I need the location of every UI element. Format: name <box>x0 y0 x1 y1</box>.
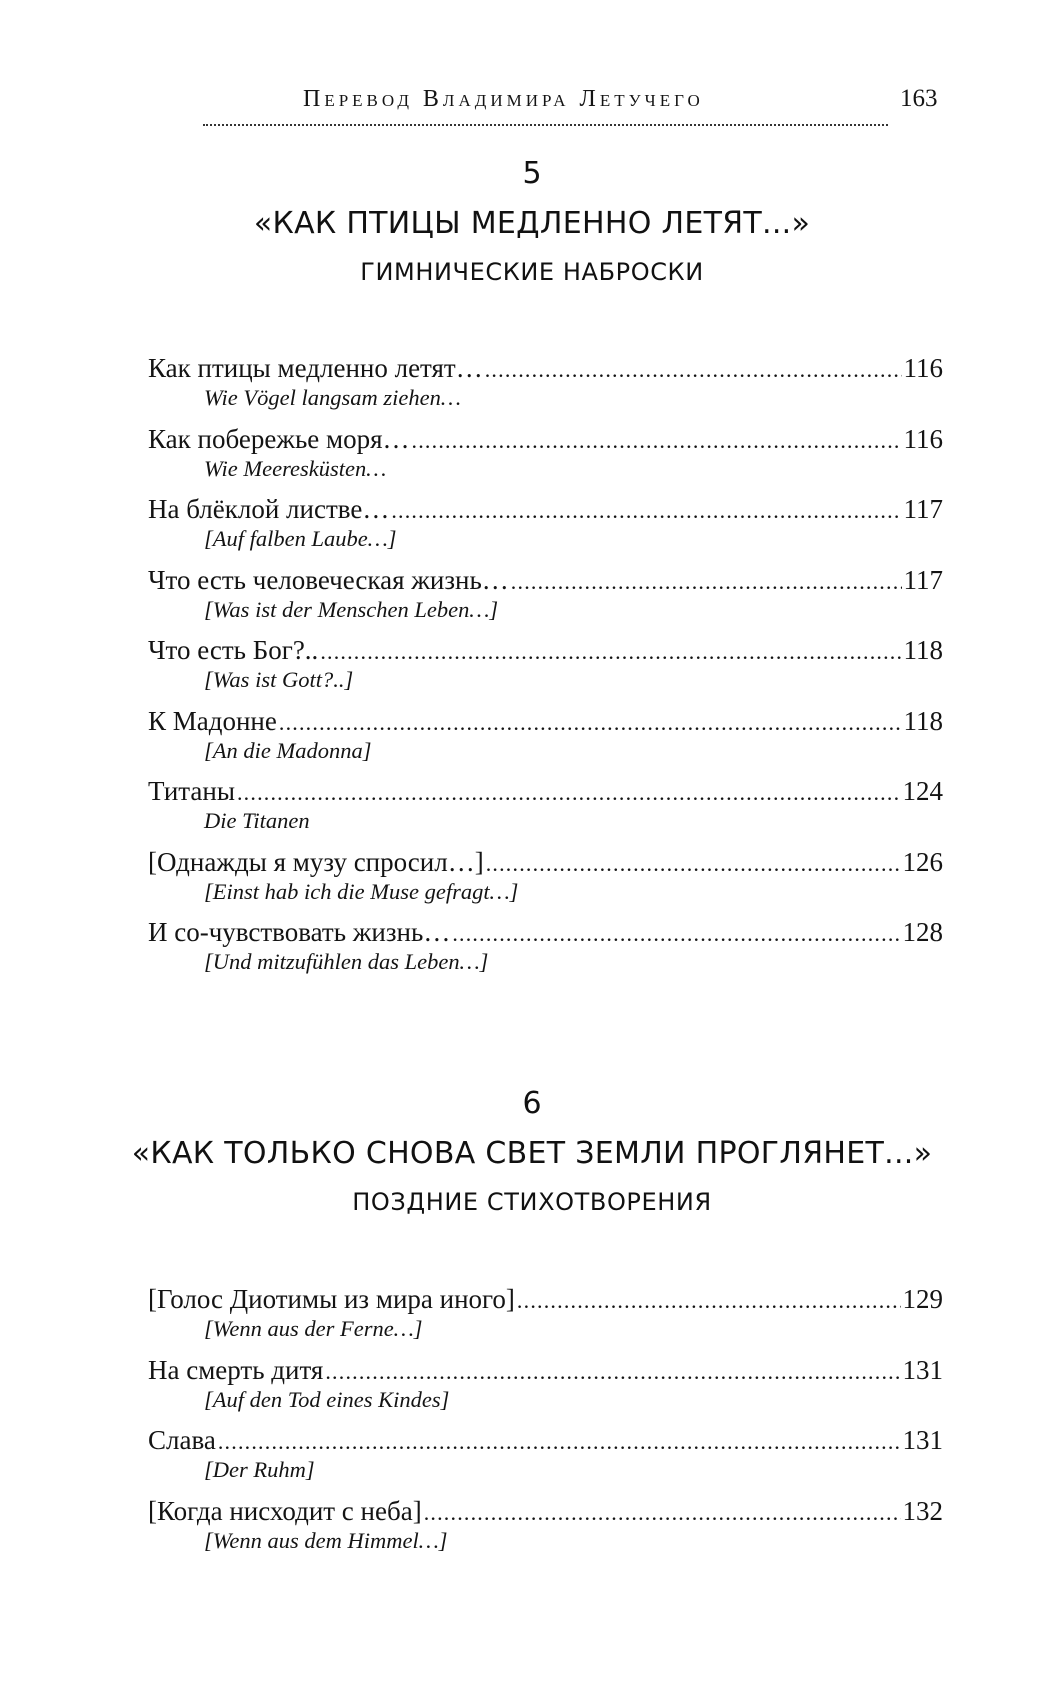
dot-leader <box>391 491 901 531</box>
toc-entry-original: [Einst hab ich die Muse gefragt…] <box>204 878 519 904</box>
dot-leader <box>279 703 902 743</box>
toc-entry-page: 117 <box>903 564 943 595</box>
toc-entry[interactable] <box>148 842 943 913</box>
toc-list <box>148 1279 943 1561</box>
toc-entry-original: Wie Meeresküsten… <box>204 455 387 481</box>
toc-entry-title: Что есть человеческая жизнь… <box>148 564 509 595</box>
toc-entry-page: 118 <box>903 705 943 736</box>
toc-entry-original: [Auf falben Laube…] <box>204 526 397 551</box>
toc-entry-original: [Was ist der Menschen Leben…] <box>204 596 499 622</box>
toc-entry-page: 132 <box>902 1495 943 1526</box>
toc-entry-page: 118 <box>903 635 943 665</box>
toc-entry[interactable] <box>148 630 943 701</box>
dot-leader <box>485 350 902 390</box>
toc-entry-page: 126 <box>902 846 943 877</box>
toc-entry-original: [Der Ruhm] <box>204 1457 315 1482</box>
section-subtitle: ПОЗДНИЕ СТИХОТВОРЕНИЯ <box>352 1188 712 1216</box>
toc-entry[interactable] <box>148 560 943 631</box>
section-subtitle: ГИМНИЧЕСКИЕ НАБРОСКИ <box>360 258 704 286</box>
section-title: «КАК ПТИЦЫ МЕДЛЕННО ЛЕТЯТ...» <box>253 206 811 241</box>
page-number: 163 <box>900 85 938 112</box>
toc-entry[interactable] <box>148 912 943 983</box>
toc-entry-page: 131 <box>902 1425 943 1455</box>
toc-entry[interactable] <box>148 419 943 490</box>
dotted-rule <box>203 124 888 126</box>
toc-entry-title: К Мадонне <box>148 705 277 736</box>
toc-entry-title: На блёклой листве… <box>148 494 390 524</box>
dot-leader <box>511 562 902 602</box>
toc-entry-original: [Und mitzufühlen das Leben…] <box>204 949 489 974</box>
dot-leader <box>218 1422 901 1462</box>
toc-entry[interactable] <box>148 771 943 842</box>
toc-entry-title: Что есть Бог?.. <box>148 635 319 665</box>
toc-entry[interactable] <box>148 489 943 560</box>
toc-entry-original: [Was ist Gott?..] <box>204 667 354 692</box>
toc-entry[interactable] <box>148 1350 943 1421</box>
toc-entry-page: 117 <box>903 494 943 524</box>
toc-entry-title: Как побережье моря… <box>148 423 410 454</box>
toc-entry-page: 116 <box>903 423 943 454</box>
toc-entry[interactable] <box>148 701 943 772</box>
toc-entry-page: 124 <box>902 776 943 806</box>
toc-entry-title: И со-чувствовать жизнь… <box>148 917 451 947</box>
toc-entry-original: [Wenn aus dem Himmel…] <box>204 1527 448 1553</box>
toc-entry-title: [Когда нисходит с неба] <box>148 1495 422 1526</box>
section-header <box>0 154 1064 290</box>
toc-entry-original: [Wenn aus der Ferne…] <box>204 1316 423 1341</box>
dot-leader <box>237 773 901 813</box>
section-number: 6 <box>522 1086 542 1121</box>
toc-entry-original: [An die Madonna] <box>204 737 372 763</box>
toc-entry-title: На смерть дитя <box>148 1354 324 1385</box>
toc-list <box>148 348 943 983</box>
toc-entry-page: 131 <box>902 1354 943 1385</box>
toc-entry-original: Die Titanen <box>204 808 310 833</box>
toc-entry-page: 128 <box>902 917 943 947</box>
toc-entry-title: Как птицы медленно летят… <box>148 353 483 383</box>
toc-entry[interactable] <box>148 348 943 419</box>
toc-entry-title: Титаны <box>148 776 235 806</box>
dot-leader <box>517 1281 901 1321</box>
toc-entry-title: [Однажды я музу спросил…] <box>148 846 484 877</box>
running-head <box>0 84 1064 124</box>
dot-leader <box>486 844 901 884</box>
dot-leader <box>424 1493 901 1533</box>
toc-entry[interactable] <box>148 1491 943 1562</box>
toc-entry-page: 116 <box>903 353 943 383</box>
toc-entry-original: Wie Vögel langsam ziehen… <box>204 385 461 410</box>
section-header <box>0 1084 1064 1220</box>
toc-entry[interactable] <box>148 1420 943 1491</box>
toc-entry-title: [Голос Диотимы из мира иного] <box>148 1284 515 1314</box>
toc-entry-page: 129 <box>902 1284 943 1314</box>
dot-leader <box>452 914 900 954</box>
toc-entry-original: [Auf den Tod eines Kindes] <box>204 1386 450 1412</box>
dot-leader <box>412 421 902 461</box>
running-title: Перевод Владимира Летучего <box>303 86 704 112</box>
toc-entry[interactable] <box>148 1279 943 1350</box>
toc-entry-title: Слава <box>148 1425 216 1455</box>
section-number: 5 <box>522 156 542 191</box>
dot-leader <box>320 632 901 672</box>
section-title: «КАК ТОЛЬКО СНОВА СВЕТ ЗЕМЛИ ПРОГЛЯНЕТ...» <box>131 1136 933 1171</box>
